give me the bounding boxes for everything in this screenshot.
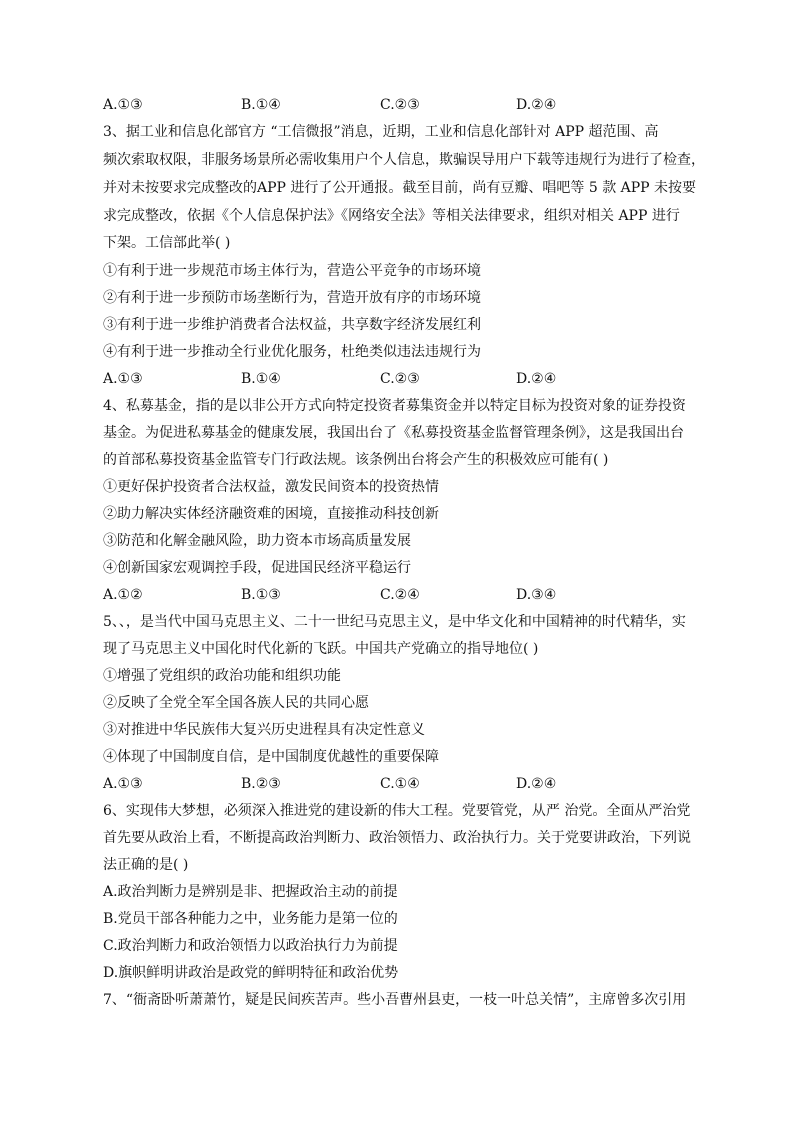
q6-stem-line: 法正确的是( )	[103, 857, 189, 873]
q2-option-c: C.②③	[380, 97, 420, 113]
q4-option-d: D.③④	[516, 587, 557, 603]
q2-options	[103, 95, 703, 115]
q5-option-c: C.①④	[380, 776, 420, 792]
q5-item: ④体现了中国制度自信，是中国制度优越性的重要保障	[103, 749, 439, 765]
q6-option: B.党员干部各种能力之中，业务能力是第一位的	[103, 911, 398, 927]
q4-stem-line: 4、私募基金，指的是以非公开方式向特定投资者募集资金并以特定目标为投资对象的证券投资	[103, 398, 686, 414]
q6-option: A.政治判断力是辨别是非、把握政治主动的前提	[103, 884, 398, 900]
q4-stem-line: 的首部私募投资基金监管专门行政法规。该条例出台将会产生的积极效应可能有( )	[103, 452, 609, 468]
q5-item: ①增强了党组织的政治功能和组织功能	[103, 668, 341, 684]
q4-stem-line: 基金。为促进私募基金的健康发展，我国出台了《私募投资基金监督管理条例》，这是我国出台	[103, 425, 684, 441]
q3-option-d: D.②④	[516, 371, 557, 387]
q4-item: ①更好保护投资者合法权益，激发民间资本的投资热情	[103, 479, 439, 495]
q2-option-a: A.①③	[103, 97, 143, 113]
q5-stem-line: 现了马克思主义中国化时代化新的飞跃。中国共产党确立的指导地位( )	[103, 641, 539, 657]
q3-stem-line: 3、据工业和信息化部官方 “工信微报”消息，近期，工业和信息化部针对 APP 超范围、高	[103, 124, 659, 140]
q4-options	[103, 585, 703, 605]
q3-option-a: A.①③	[103, 371, 143, 387]
q5-option-b: B.②③	[241, 776, 281, 792]
q6-stem-line: 6、实现伟大梦想，必须深入推进党的建设新的伟大工程。党要管党，从严 治党。全面从严治党	[103, 803, 691, 819]
q6-stem-line: 首先要从政治上看，不断提高政治判断力、政治领悟力、政治执行力。关于党要讲政治，下列说	[103, 830, 691, 846]
q3-options	[103, 369, 703, 389]
q4-item: ③防范和化解金融风险，助力资本市场高质量发展	[103, 533, 411, 549]
q2-option-d: D.②④	[516, 97, 557, 113]
q5-item: ③对推进中华民族伟大复兴历史进程具有决定性意义	[103, 722, 425, 738]
q3-option-b: B.①④	[241, 371, 281, 387]
q3-stem-line: 下架。工信部此举( )	[103, 235, 231, 251]
q3-item: ②有利于进一步预防市场垄断行为，营造开放有序的市场环境	[103, 290, 481, 306]
q4-option-a: A.①②	[103, 587, 143, 603]
q3-stem-line: 并对未按要求完成整改的APP 进行了公开通报。截至目前，尚有豆瓣、唱吧等 5 款 APP 未按要	[103, 180, 697, 196]
q4-option-c: C.②④	[380, 587, 420, 603]
q5-stem-line: 5、、，是当代中国马克思主义、二十一世纪马克思主义，是中华文化和中国精神的时代精华，实	[103, 614, 686, 630]
q3-item: ①有利于进一步规范市场主体行为，营造公平竞争的市场环境	[103, 263, 481, 279]
q3-stem-line: 频次索取权限，非服务场景所必需收集用户个人信息，欺骗误导用户下载等违规行为进行了检查，	[103, 152, 705, 168]
q5-item: ②反映了全党全军全国各族人民的共同心愿	[103, 695, 369, 711]
q2-option-b: B.①④	[241, 97, 281, 113]
q3-item: ③有利于进一步维护消费者合法权益，共享数字经济发展红利	[103, 317, 481, 333]
q3-stem-line: 求完成整改，依据《个人信息保护法》《网络安全法》等相关法律要求，组织对相关 APP 进行	[103, 208, 680, 224]
q3-option-c: C.②③	[380, 371, 420, 387]
q5-option-d: D.②④	[516, 776, 557, 792]
q3-item: ④有利于进一步推动全行业优化服务，杜绝类似违法违规行为	[103, 344, 481, 360]
q4-item: ④创新国家宏观调控手段，促进国民经济平稳运行	[103, 560, 411, 576]
q7-stem-line: 7、“衙斋卧听萧萧竹，疑是民间疾苦声。些小吾曹州县吏，一枝一叶总关情”，主席曾多次引用	[103, 992, 687, 1008]
q4-option-b: B.①③	[241, 587, 281, 603]
q5-options	[103, 774, 703, 794]
q6-option: D.旗帜鲜明讲政治是政党的鲜明特征和政治优势	[103, 965, 399, 981]
q6-option: C.政治判断力和政治领悟力以政治执行力为前提	[103, 938, 398, 954]
q4-item: ②助力解决实体经济融资难的困境，直接推动科技创新	[103, 506, 439, 522]
q5-option-a: A.①③	[103, 776, 143, 792]
